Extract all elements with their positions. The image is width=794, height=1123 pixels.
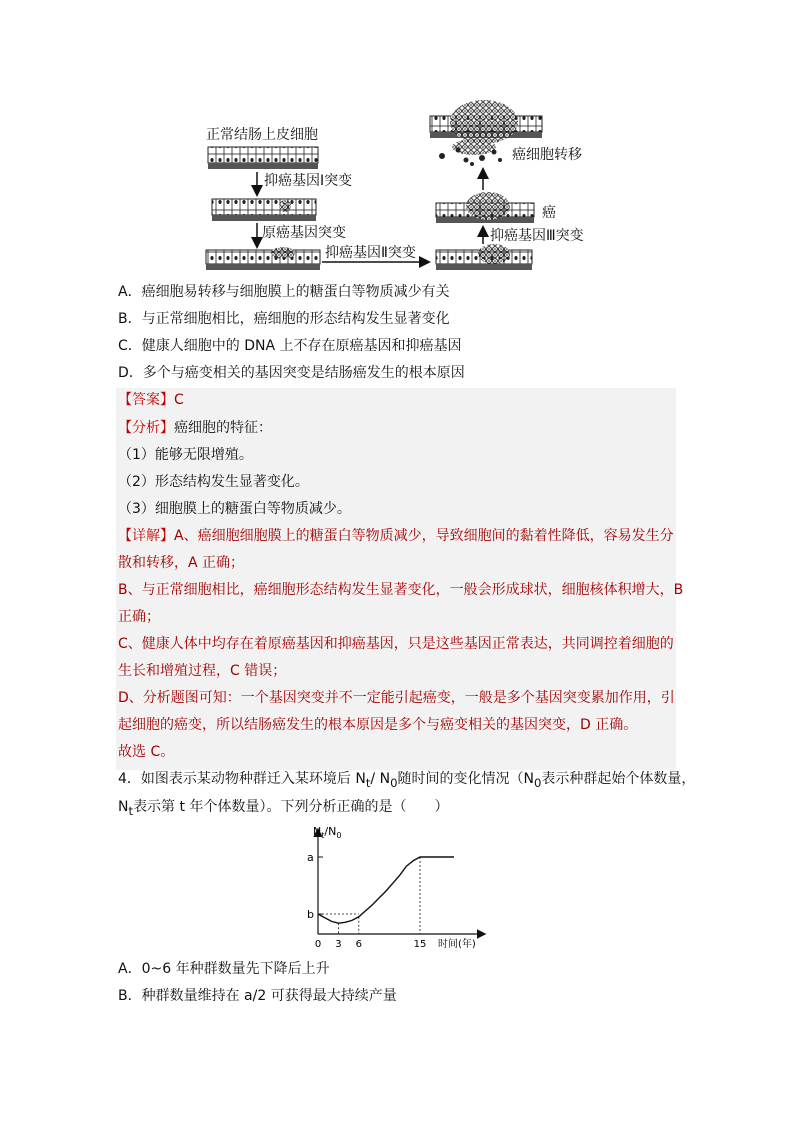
q3-option-c: C．健康人细胞中的 DNA 上不存在原癌基因和抑癌基因 [118, 338, 462, 354]
series-line-nt-n0 [318, 857, 454, 923]
x-tick-15: 15 [413, 939, 427, 950]
y-axis-label: $N_t/N_0$ [313, 825, 342, 840]
x-axis-label: 时间(年) [438, 939, 476, 950]
tissue-stage3 [206, 247, 320, 270]
q3-option-b: B．与正常细胞相比，癌细胞的形态结构发生显著变化 [118, 311, 450, 327]
q4-stem-1-sub3: 0 [533, 775, 542, 790]
detail-line-1 [118, 526, 674, 546]
analysis-text: 癌细胞的特征： [174, 420, 272, 436]
metastasis-label: 癌细胞转移 [512, 147, 582, 163]
y-mark-b: b [307, 908, 314, 921]
detail-tag: 【详解】 [118, 528, 174, 544]
detail-line-6: 生长和增殖过程，C 错误； [118, 663, 287, 679]
detail-line-7: D、分析题图可知：一个基因突变并不一定能引起癌变，一般是多个基因突变累加作用，引 [118, 690, 675, 706]
analysis-tag: 【分析】 [118, 420, 174, 436]
q4-stem-line2 [118, 797, 448, 821]
cancer-label: 癌 [542, 205, 556, 221]
q4-stem-2a: N [118, 799, 129, 815]
q4-stem-2b: 表示第 t 年个体数量）。下列分析正确的是（ ） [133, 799, 449, 815]
q3-option-d: D．多个与癌变相关的基因突变是结肠癌发生的根本原因 [118, 365, 465, 381]
step3-label: 抑癌基因Ⅱ突变 [325, 245, 416, 261]
detail-line-3: B、与正常细胞相比，癌细胞形态结构发生显著变化，一般会形成球状，细胞核体积增大，B [118, 582, 684, 598]
answer-value: C [174, 392, 184, 408]
tissue-normal [208, 147, 318, 169]
detail-line-5: C、健康人体中均存在着原癌基因和抑癌基因，只是这些基因正常表达，共同调控着细胞的 [118, 636, 674, 652]
q4-stem-1d: 表示种群起始个体数量， [541, 771, 696, 787]
population-chart [290, 822, 500, 954]
analysis-line [118, 418, 272, 438]
diagram-graphics [0, 0, 794, 280]
q4-option-a: A．0~6 年种群数量先下降后上升 [118, 961, 330, 977]
detail-line-2: 散和转移，A 正确； [118, 555, 245, 571]
q4-stem-1c: 随时间的变化情况（N [397, 771, 534, 787]
q4-stem-2-sub: t [128, 803, 134, 818]
step4-label: 抑癌基因Ⅲ突变 [490, 228, 584, 244]
q4-stem-1a: 4．如图表示某动物种群迁入某环境后 N [118, 771, 366, 787]
step1-label: 抑癌基因Ⅰ突变 [264, 173, 353, 189]
detail-line-4: 正确； [118, 609, 160, 625]
y-mark-a: a [307, 851, 314, 864]
answer-line [118, 390, 184, 410]
q3-option-a: A．癌细胞易转移与细胞膜上的糖蛋白等物质减少有关 [118, 284, 450, 300]
x-tick-3: 3 [335, 939, 342, 950]
feature-1: （1）能够无限增殖。 [118, 447, 253, 463]
normal-cell-label: 正常结肠上皮细胞 [206, 127, 318, 143]
q4-stem-1-sub2: 0 [390, 775, 398, 790]
tissue-cancer [436, 192, 534, 223]
detail-line-9: 故选 C。 [118, 744, 175, 760]
x-tick-0: 0 [314, 939, 322, 950]
q4-stem-1b: / N [370, 771, 391, 787]
detail-text-1: A、癌细胞细胞膜上的糖蛋白等物质减少，导致细胞间的黏着性降低，容易发生分 [174, 528, 674, 544]
step2-label: 原癌基因突变 [262, 225, 346, 241]
tissue-stage4 [436, 244, 532, 270]
q4-stem-line1 [118, 769, 695, 793]
q4-option-b: B．种群数量维持在 a/2 可获得最大持续产量 [118, 988, 397, 1004]
feature-2: （2）形态结构发生显著变化。 [118, 474, 309, 490]
x-tick-6: 6 [355, 939, 362, 950]
answer-tag: 【答案】 [118, 392, 174, 408]
q4-stem-1-sub1: t [365, 775, 371, 790]
feature-3: （3）细胞膜上的糖蛋白等物质减少。 [118, 501, 351, 517]
detail-line-8: 起细胞的癌变，所以结肠癌发生的根本原因是多个与癌变相关的基因突变，D 正确。 [118, 717, 638, 733]
tissue-stage2 [212, 199, 316, 221]
